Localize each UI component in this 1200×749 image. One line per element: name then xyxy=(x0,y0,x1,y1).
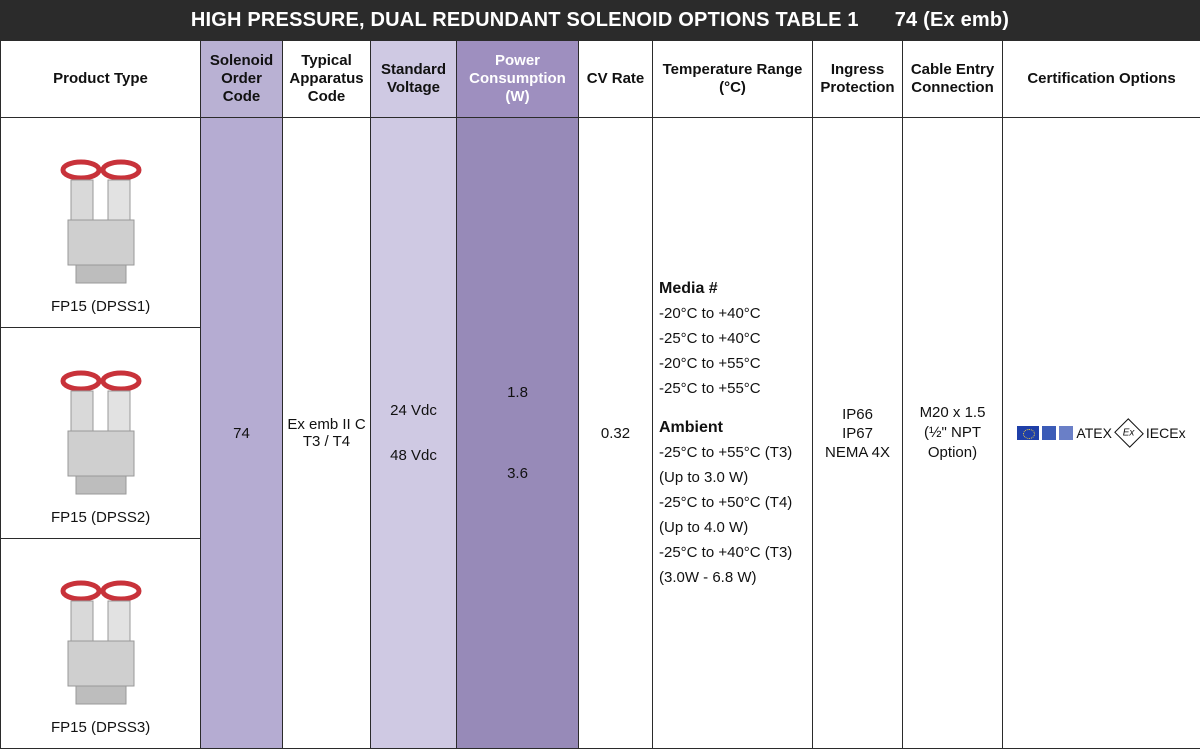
header-ingress-protection: Ingress Protection xyxy=(813,41,903,118)
ingress-value: IP66 xyxy=(842,405,873,423)
table-row xyxy=(1,118,1200,328)
ambient-range: (Up to 3.0 W) xyxy=(659,469,749,486)
voltage-24: 24 Vdc xyxy=(390,402,437,419)
header-temperature-range: Temperature Range (°C) xyxy=(653,41,813,118)
certification-logo-icon xyxy=(1059,426,1073,440)
ambient-range: (3.0W - 6.8 W) xyxy=(659,569,757,586)
header-power-consumption: Power Consumption (W) xyxy=(457,41,579,118)
order-code-cell: 74 xyxy=(201,118,283,749)
apparatus-code-line1: Ex emb II C xyxy=(287,416,366,433)
cable-entry-value: M20 x 1.5 xyxy=(919,404,986,421)
product-cell-2 xyxy=(1,328,201,538)
solenoid-options-table xyxy=(0,40,1200,749)
solenoid-valve-image xyxy=(46,363,156,503)
solenoid-valve-image xyxy=(46,573,156,713)
ingress-cell xyxy=(813,118,903,749)
product-label: FP15 (DPSS1) xyxy=(51,298,151,316)
solenoid-valve-image xyxy=(46,152,156,292)
voltage-48: 48 Vdc xyxy=(390,447,437,464)
ambient-heading: Ambient xyxy=(659,419,723,436)
temperature-cell xyxy=(653,118,813,749)
eu-flag-icon xyxy=(1017,426,1039,440)
product-cell-3 xyxy=(1,538,201,748)
power-cell xyxy=(457,118,579,749)
certification-cell xyxy=(1003,118,1200,749)
product-cell-1 xyxy=(1,118,201,328)
product-label: FP15 (DPSS2) xyxy=(51,508,151,526)
cable-entry-value: (½" NPT xyxy=(924,424,981,441)
media-range: -25°C to +55°C xyxy=(659,380,761,397)
power-2: 3.6 xyxy=(507,465,528,482)
table-title-bar xyxy=(0,0,1200,40)
ambient-range: (Up to 4.0 W) xyxy=(659,519,749,536)
header-standard-voltage: Standard Voltage xyxy=(371,41,457,118)
voltage-cell xyxy=(371,118,457,749)
atex-label: ATEX xyxy=(1076,425,1112,441)
cable-entry-cell xyxy=(903,118,1003,749)
certification-logo-icon xyxy=(1042,426,1056,440)
power-1: 1.8 xyxy=(507,384,528,401)
ingress-value: NEMA 4X xyxy=(824,443,891,461)
apparatus-code-cell xyxy=(283,118,371,749)
header-product-type: Product Type xyxy=(1,41,201,118)
media-heading: Media # xyxy=(659,280,718,297)
product-label: FP15 (DPSS3) xyxy=(51,719,151,736)
apparatus-code-line2: T3 / T4 xyxy=(302,433,351,450)
cable-entry-value: Option) xyxy=(927,444,978,461)
cv-rate-cell: 0.32 xyxy=(579,118,653,749)
ambient-range: -25°C to +40°C (T3) xyxy=(659,544,793,561)
header-apparatus-code: Typical Apparatus Code xyxy=(283,41,371,118)
iecex-label: IECEx xyxy=(1145,425,1186,441)
header-solenoid-order-code: Solenoid Order Code xyxy=(201,41,283,118)
ambient-range: -25°C to +55°C (T3) xyxy=(659,444,793,461)
ex-hexagon-icon: Ex xyxy=(1114,418,1144,448)
table-code: 74 (Ex emb) xyxy=(894,8,1010,31)
header-cv-rate: CV Rate xyxy=(579,41,653,118)
header-certification: Certification Options xyxy=(1003,41,1200,118)
header-cable-entry: Cable Entry Connection xyxy=(903,41,1003,118)
ingress-value: IP67 xyxy=(842,424,873,442)
media-range: -25°C to +40°C xyxy=(659,330,761,347)
media-range: -20°C to +40°C xyxy=(659,305,761,322)
table-title: HIGH PRESSURE, DUAL REDUNDANT SOLENOID OPTIONS TABLE 1 xyxy=(190,8,859,31)
media-range: -20°C to +55°C xyxy=(659,355,761,372)
ambient-range: -25°C to +50°C (T4) xyxy=(659,494,793,511)
header-row xyxy=(1,41,1200,118)
